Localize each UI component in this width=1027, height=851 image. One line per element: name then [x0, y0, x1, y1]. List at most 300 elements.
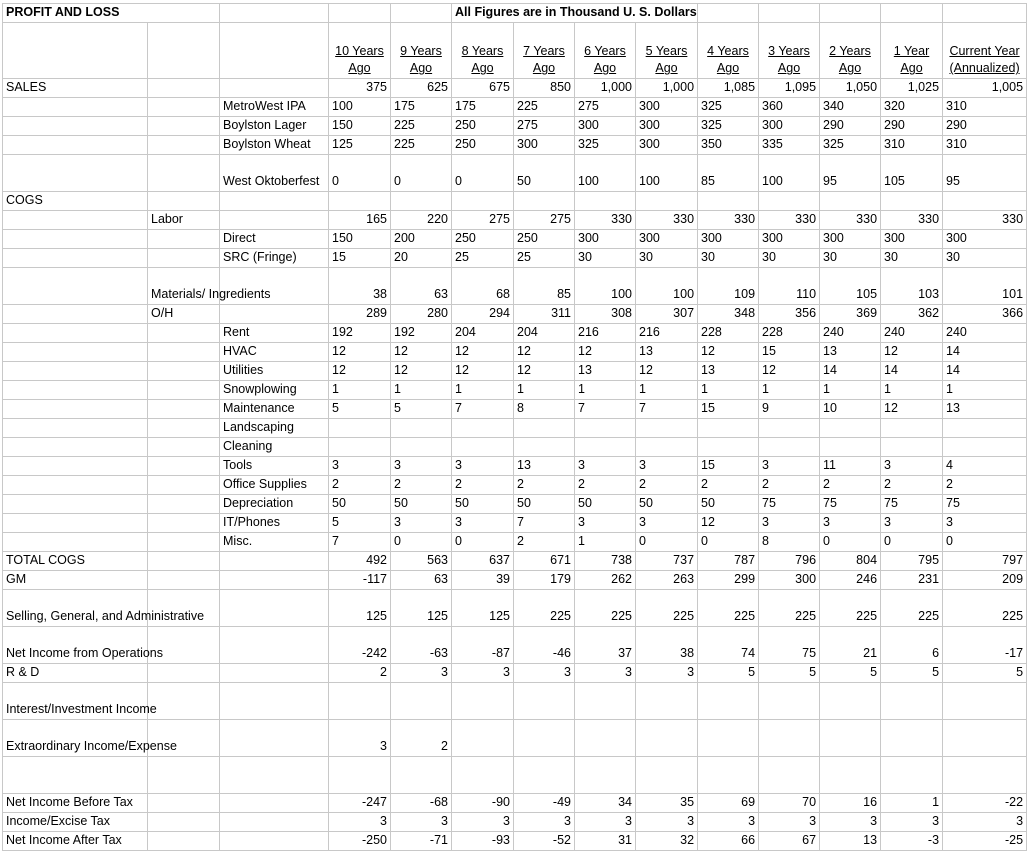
value-cell[interactable]: 12 — [759, 362, 820, 381]
value-cell[interactable]: 13 — [698, 362, 759, 381]
row-label[interactable]: O/H — [148, 305, 220, 324]
value-cell[interactable]: 360 — [759, 98, 820, 117]
value-cell[interactable] — [943, 720, 1027, 757]
value-cell[interactable]: -87 — [452, 627, 514, 664]
value-cell[interactable]: 13 — [514, 457, 575, 476]
value-cell[interactable]: 14 — [881, 362, 943, 381]
row-label[interactable] — [220, 664, 329, 683]
value-cell[interactable]: 63 — [391, 571, 452, 590]
value-cell[interactable]: 325 — [698, 117, 759, 136]
row-label[interactable] — [3, 514, 148, 533]
value-cell[interactable]: 356 — [759, 305, 820, 324]
value-cell[interactable]: 2 — [452, 476, 514, 495]
value-cell[interactable]: -242 — [329, 627, 391, 664]
value-cell[interactable]: 225 — [820, 590, 881, 627]
value-cell[interactable]: 240 — [881, 324, 943, 343]
column-header[interactable] — [636, 23, 698, 79]
value-cell[interactable]: 204 — [452, 324, 514, 343]
value-cell[interactable]: 50 — [698, 495, 759, 514]
value-cell[interactable]: 68 — [452, 268, 514, 305]
value-cell[interactable]: 280 — [391, 305, 452, 324]
value-cell[interactable]: 225 — [391, 136, 452, 155]
value-cell[interactable]: 3 — [452, 664, 514, 683]
value-cell[interactable]: 3 — [329, 720, 391, 757]
cell[interactable] — [220, 23, 329, 79]
row-label[interactable] — [148, 794, 220, 813]
value-cell[interactable]: 14 — [943, 362, 1027, 381]
value-cell[interactable]: 13 — [943, 400, 1027, 419]
cell[interactable] — [329, 4, 391, 23]
value-cell[interactable]: 5 — [391, 400, 452, 419]
value-cell[interactable]: 216 — [636, 324, 698, 343]
value-cell[interactable]: 1 — [759, 381, 820, 400]
value-cell[interactable]: 330 — [575, 211, 636, 230]
row-label[interactable]: Misc. — [220, 533, 329, 552]
value-cell[interactable]: 21 — [820, 627, 881, 664]
value-cell[interactable]: 15 — [759, 343, 820, 362]
value-cell[interactable]: 737 — [636, 552, 698, 571]
row-label[interactable] — [148, 495, 220, 514]
value-cell[interactable]: 290 — [820, 117, 881, 136]
value-cell[interactable]: 100 — [329, 98, 391, 117]
row-label[interactable] — [3, 230, 148, 249]
value-cell[interactable]: 225 — [514, 98, 575, 117]
value-cell[interactable]: 95 — [820, 155, 881, 192]
row-label[interactable]: Boylston Wheat — [220, 136, 329, 155]
value-cell[interactable]: 204 — [514, 324, 575, 343]
row-label[interactable] — [3, 268, 148, 305]
value-cell[interactable]: 12 — [329, 343, 391, 362]
value-cell[interactable]: 1 — [943, 381, 1027, 400]
value-cell[interactable]: 3 — [391, 514, 452, 533]
row-label[interactable]: Snowplowing — [220, 381, 329, 400]
value-cell[interactable]: 311 — [514, 305, 575, 324]
value-cell[interactable]: 225 — [759, 590, 820, 627]
row-label[interactable] — [148, 400, 220, 419]
value-cell[interactable]: 3 — [636, 664, 698, 683]
value-cell[interactable]: 175 — [452, 98, 514, 117]
value-cell[interactable]: -90 — [452, 794, 514, 813]
value-cell[interactable]: 675 — [452, 79, 514, 98]
value-cell[interactable]: 14 — [943, 343, 1027, 362]
value-cell[interactable] — [391, 757, 452, 794]
value-cell[interactable]: 325 — [698, 98, 759, 117]
value-cell[interactable]: 3 — [636, 457, 698, 476]
value-cell[interactable] — [636, 192, 698, 211]
value-cell[interactable]: 70 — [759, 794, 820, 813]
row-label[interactable] — [3, 98, 148, 117]
value-cell[interactable]: 0 — [820, 533, 881, 552]
value-cell[interactable]: 0 — [391, 533, 452, 552]
value-cell[interactable]: 797 — [943, 552, 1027, 571]
row-label[interactable] — [148, 419, 220, 438]
value-cell[interactable]: 50 — [636, 495, 698, 514]
value-cell[interactable]: 290 — [881, 117, 943, 136]
value-cell[interactable]: 3 — [329, 813, 391, 832]
row-label[interactable] — [148, 381, 220, 400]
value-cell[interactable]: 3 — [452, 813, 514, 832]
value-cell[interactable] — [943, 757, 1027, 794]
value-cell[interactable] — [698, 757, 759, 794]
units-note[interactable]: All Figures are in Thousand U. S. Dollars — [452, 4, 698, 23]
value-cell[interactable]: 103 — [881, 268, 943, 305]
row-label[interactable]: Selling, General, and Administrative — [3, 590, 148, 627]
value-cell[interactable] — [759, 683, 820, 720]
value-cell[interactable]: 1 — [636, 381, 698, 400]
value-cell[interactable]: 1,085 — [698, 79, 759, 98]
value-cell[interactable]: 5 — [943, 664, 1027, 683]
value-cell[interactable] — [820, 419, 881, 438]
value-cell[interactable]: 7 — [575, 400, 636, 419]
row-label[interactable] — [220, 192, 329, 211]
value-cell[interactable]: 2 — [881, 476, 943, 495]
value-cell[interactable]: 11 — [820, 457, 881, 476]
value-cell[interactable]: 5 — [329, 400, 391, 419]
value-cell[interactable]: 1 — [329, 381, 391, 400]
value-cell[interactable]: 3 — [820, 514, 881, 533]
value-cell[interactable] — [452, 419, 514, 438]
row-label[interactable] — [148, 533, 220, 552]
row-label[interactable] — [148, 664, 220, 683]
value-cell[interactable]: 300 — [636, 136, 698, 155]
row-label[interactable] — [220, 813, 329, 832]
cell[interactable] — [3, 23, 148, 79]
value-cell[interactable]: 7 — [329, 533, 391, 552]
row-label[interactable] — [148, 813, 220, 832]
value-cell[interactable]: 37 — [575, 627, 636, 664]
row-label[interactable]: West Oktoberfest — [220, 155, 329, 192]
value-cell[interactable]: 275 — [575, 98, 636, 117]
value-cell[interactable]: 1 — [391, 381, 452, 400]
value-cell[interactable] — [329, 438, 391, 457]
value-cell[interactable]: 369 — [820, 305, 881, 324]
value-cell[interactable]: 5 — [698, 664, 759, 683]
value-cell[interactable]: 50 — [329, 495, 391, 514]
value-cell[interactable]: 50 — [514, 155, 575, 192]
value-cell[interactable]: 0 — [636, 533, 698, 552]
value-cell[interactable]: 2 — [698, 476, 759, 495]
value-cell[interactable]: 34 — [575, 794, 636, 813]
value-cell[interactable]: 300 — [514, 136, 575, 155]
value-cell[interactable] — [698, 683, 759, 720]
value-cell[interactable]: 14 — [820, 362, 881, 381]
value-cell[interactable]: 2 — [514, 476, 575, 495]
value-cell[interactable]: 5 — [759, 664, 820, 683]
value-cell[interactable]: 335 — [759, 136, 820, 155]
row-label[interactable]: Net Income from Operations — [3, 627, 148, 664]
value-cell[interactable]: 85 — [698, 155, 759, 192]
value-cell[interactable]: -3 — [881, 832, 943, 851]
value-cell[interactable]: 7 — [514, 514, 575, 533]
value-cell[interactable]: 30 — [943, 249, 1027, 268]
value-cell[interactable] — [943, 683, 1027, 720]
value-cell[interactable]: -46 — [514, 627, 575, 664]
value-cell[interactable]: 192 — [329, 324, 391, 343]
row-label[interactable] — [148, 230, 220, 249]
row-label[interactable] — [3, 381, 148, 400]
value-cell[interactable]: 25 — [452, 249, 514, 268]
value-cell[interactable] — [452, 757, 514, 794]
row-label[interactable] — [220, 552, 329, 571]
value-cell[interactable]: 105 — [881, 155, 943, 192]
value-cell[interactable]: 563 — [391, 552, 452, 571]
value-cell[interactable]: 50 — [452, 495, 514, 514]
row-label[interactable]: SALES — [3, 79, 148, 98]
value-cell[interactable]: 66 — [698, 832, 759, 851]
row-label[interactable]: Rent — [220, 324, 329, 343]
value-cell[interactable]: 12 — [391, 343, 452, 362]
value-cell[interactable]: 0 — [391, 155, 452, 192]
value-cell[interactable]: 12 — [881, 400, 943, 419]
value-cell[interactable]: 1 — [881, 381, 943, 400]
value-cell[interactable]: 50 — [514, 495, 575, 514]
value-cell[interactable]: 310 — [943, 98, 1027, 117]
value-cell[interactable]: 1 — [514, 381, 575, 400]
row-label[interactable] — [148, 757, 220, 794]
value-cell[interactable] — [943, 419, 1027, 438]
column-header[interactable] — [575, 23, 636, 79]
value-cell[interactable] — [575, 192, 636, 211]
value-cell[interactable]: 12 — [452, 343, 514, 362]
value-cell[interactable] — [636, 419, 698, 438]
value-cell[interactable]: 216 — [575, 324, 636, 343]
value-cell[interactable] — [698, 419, 759, 438]
value-cell[interactable] — [820, 192, 881, 211]
value-cell[interactable] — [698, 720, 759, 757]
value-cell[interactable]: -247 — [329, 794, 391, 813]
row-label[interactable] — [3, 305, 148, 324]
value-cell[interactable]: 3 — [636, 514, 698, 533]
value-cell[interactable]: 796 — [759, 552, 820, 571]
row-label[interactable] — [148, 136, 220, 155]
value-cell[interactable]: 330 — [881, 211, 943, 230]
value-cell[interactable]: 13 — [636, 343, 698, 362]
value-cell[interactable]: 12 — [698, 514, 759, 533]
value-cell[interactable]: 150 — [329, 117, 391, 136]
value-cell[interactable]: 1,000 — [575, 79, 636, 98]
value-cell[interactable]: 20 — [391, 249, 452, 268]
value-cell[interactable]: 3 — [943, 514, 1027, 533]
column-header[interactable] — [820, 23, 881, 79]
value-cell[interactable]: 3 — [575, 514, 636, 533]
row-label[interactable] — [148, 476, 220, 495]
value-cell[interactable] — [881, 438, 943, 457]
value-cell[interactable]: 3 — [575, 664, 636, 683]
value-cell[interactable]: 75 — [881, 495, 943, 514]
value-cell[interactable]: 330 — [698, 211, 759, 230]
value-cell[interactable]: 625 — [391, 79, 452, 98]
value-cell[interactable]: 30 — [820, 249, 881, 268]
value-cell[interactable]: 4 — [943, 457, 1027, 476]
value-cell[interactable]: 225 — [575, 590, 636, 627]
value-cell[interactable] — [759, 757, 820, 794]
row-label[interactable]: R & D — [3, 664, 148, 683]
value-cell[interactable]: 67 — [759, 832, 820, 851]
row-label[interactable] — [220, 590, 329, 627]
column-header[interactable] — [329, 23, 391, 79]
row-label[interactable] — [148, 683, 220, 720]
row-label[interactable]: Depreciation — [220, 495, 329, 514]
value-cell[interactable]: 12 — [636, 362, 698, 381]
row-label[interactable] — [3, 155, 148, 192]
value-cell[interactable] — [820, 438, 881, 457]
value-cell[interactable] — [575, 757, 636, 794]
row-label[interactable]: Materials/ Ingredients — [148, 268, 220, 305]
value-cell[interactable] — [514, 419, 575, 438]
column-header[interactable] — [698, 23, 759, 79]
row-label[interactable]: Direct — [220, 230, 329, 249]
row-label[interactable] — [220, 211, 329, 230]
value-cell[interactable] — [759, 419, 820, 438]
value-cell[interactable]: 240 — [820, 324, 881, 343]
value-cell[interactable] — [759, 720, 820, 757]
value-cell[interactable]: 179 — [514, 571, 575, 590]
value-cell[interactable]: 300 — [759, 230, 820, 249]
value-cell[interactable]: 8 — [759, 533, 820, 552]
value-cell[interactable]: 31 — [575, 832, 636, 851]
value-cell[interactable] — [698, 438, 759, 457]
value-cell[interactable] — [820, 757, 881, 794]
row-label[interactable] — [220, 757, 329, 794]
value-cell[interactable]: 1,050 — [820, 79, 881, 98]
value-cell[interactable] — [329, 192, 391, 211]
value-cell[interactable]: 637 — [452, 552, 514, 571]
value-cell[interactable]: 6 — [881, 627, 943, 664]
row-label[interactable] — [220, 79, 329, 98]
value-cell[interactable] — [820, 683, 881, 720]
value-cell[interactable]: 12 — [881, 343, 943, 362]
value-cell[interactable]: 100 — [575, 268, 636, 305]
value-cell[interactable] — [514, 683, 575, 720]
value-cell[interactable]: 3 — [881, 457, 943, 476]
value-cell[interactable]: 3 — [820, 813, 881, 832]
value-cell[interactable]: 3 — [514, 813, 575, 832]
value-cell[interactable]: 30 — [698, 249, 759, 268]
value-cell[interactable]: 2 — [759, 476, 820, 495]
value-cell[interactable]: 250 — [514, 230, 575, 249]
value-cell[interactable]: 125 — [452, 590, 514, 627]
value-cell[interactable]: 32 — [636, 832, 698, 851]
row-label[interactable]: GM — [3, 571, 148, 590]
row-label[interactable] — [148, 438, 220, 457]
row-label[interactable] — [148, 98, 220, 117]
value-cell[interactable]: 8 — [514, 400, 575, 419]
value-cell[interactable]: 300 — [575, 230, 636, 249]
row-label[interactable] — [3, 362, 148, 381]
value-cell[interactable]: 320 — [881, 98, 943, 117]
value-cell[interactable] — [575, 419, 636, 438]
value-cell[interactable]: 175 — [391, 98, 452, 117]
value-cell[interactable]: 39 — [452, 571, 514, 590]
row-label[interactable]: Net Income After Tax — [3, 832, 148, 851]
value-cell[interactable]: 95 — [943, 155, 1027, 192]
value-cell[interactable] — [881, 757, 943, 794]
value-cell[interactable]: 250 — [452, 230, 514, 249]
value-cell[interactable]: 38 — [329, 268, 391, 305]
value-cell[interactable] — [452, 192, 514, 211]
value-cell[interactable]: 125 — [329, 590, 391, 627]
value-cell[interactable]: 787 — [698, 552, 759, 571]
value-cell[interactable]: 225 — [943, 590, 1027, 627]
value-cell[interactable]: 225 — [514, 590, 575, 627]
value-cell[interactable]: 300 — [820, 230, 881, 249]
value-cell[interactable] — [514, 192, 575, 211]
value-cell[interactable]: 125 — [329, 136, 391, 155]
row-label[interactable]: TOTAL COGS — [3, 552, 148, 571]
value-cell[interactable]: 12 — [514, 343, 575, 362]
value-cell[interactable]: 375 — [329, 79, 391, 98]
value-cell[interactable]: 2 — [391, 720, 452, 757]
row-label[interactable]: Extraordinary Income/Expense — [3, 720, 148, 757]
value-cell[interactable]: 325 — [575, 136, 636, 155]
row-label[interactable] — [220, 794, 329, 813]
value-cell[interactable]: 250 — [452, 117, 514, 136]
value-cell[interactable]: 340 — [820, 98, 881, 117]
value-cell[interactable] — [636, 438, 698, 457]
value-cell[interactable] — [452, 683, 514, 720]
row-label[interactable]: Boylston Lager — [220, 117, 329, 136]
value-cell[interactable]: 231 — [881, 571, 943, 590]
value-cell[interactable]: 310 — [881, 136, 943, 155]
value-cell[interactable]: 250 — [452, 136, 514, 155]
value-cell[interactable] — [391, 683, 452, 720]
value-cell[interactable]: 100 — [759, 155, 820, 192]
value-cell[interactable]: 101 — [943, 268, 1027, 305]
row-label[interactable] — [220, 627, 329, 664]
row-label[interactable]: Interest/Investment Income — [3, 683, 148, 720]
value-cell[interactable]: -68 — [391, 794, 452, 813]
value-cell[interactable]: 1 — [820, 381, 881, 400]
value-cell[interactable]: 0 — [698, 533, 759, 552]
row-label[interactable]: Labor — [148, 211, 220, 230]
row-label[interactable] — [220, 683, 329, 720]
value-cell[interactable]: 13 — [820, 343, 881, 362]
value-cell[interactable]: 225 — [881, 590, 943, 627]
cell[interactable] — [759, 4, 820, 23]
value-cell[interactable]: 5 — [881, 664, 943, 683]
value-cell[interactable]: 30 — [636, 249, 698, 268]
value-cell[interactable]: 294 — [452, 305, 514, 324]
row-label[interactable]: Maintenance — [220, 400, 329, 419]
value-cell[interactable]: 3 — [881, 514, 943, 533]
row-label[interactable]: Utilities — [220, 362, 329, 381]
value-cell[interactable]: 3 — [943, 813, 1027, 832]
value-cell[interactable]: 225 — [698, 590, 759, 627]
row-label[interactable] — [3, 136, 148, 155]
value-cell[interactable] — [575, 438, 636, 457]
row-label[interactable]: Cleaning — [220, 438, 329, 457]
value-cell[interactable]: 300 — [943, 230, 1027, 249]
value-cell[interactable]: 300 — [636, 230, 698, 249]
row-label[interactable] — [3, 343, 148, 362]
value-cell[interactable] — [514, 720, 575, 757]
value-cell[interactable]: 75 — [759, 495, 820, 514]
row-label[interactable]: HVAC — [220, 343, 329, 362]
value-cell[interactable]: 330 — [820, 211, 881, 230]
value-cell[interactable]: 738 — [575, 552, 636, 571]
value-cell[interactable]: 1,025 — [881, 79, 943, 98]
column-header[interactable] — [514, 23, 575, 79]
cell[interactable] — [391, 4, 452, 23]
value-cell[interactable]: 74 — [698, 627, 759, 664]
value-cell[interactable]: 100 — [636, 268, 698, 305]
value-cell[interactable]: -17 — [943, 627, 1027, 664]
value-cell[interactable]: 105 — [820, 268, 881, 305]
row-label[interactable] — [220, 305, 329, 324]
value-cell[interactable]: 263 — [636, 571, 698, 590]
column-header[interactable] — [452, 23, 514, 79]
value-cell[interactable]: 310 — [943, 136, 1027, 155]
